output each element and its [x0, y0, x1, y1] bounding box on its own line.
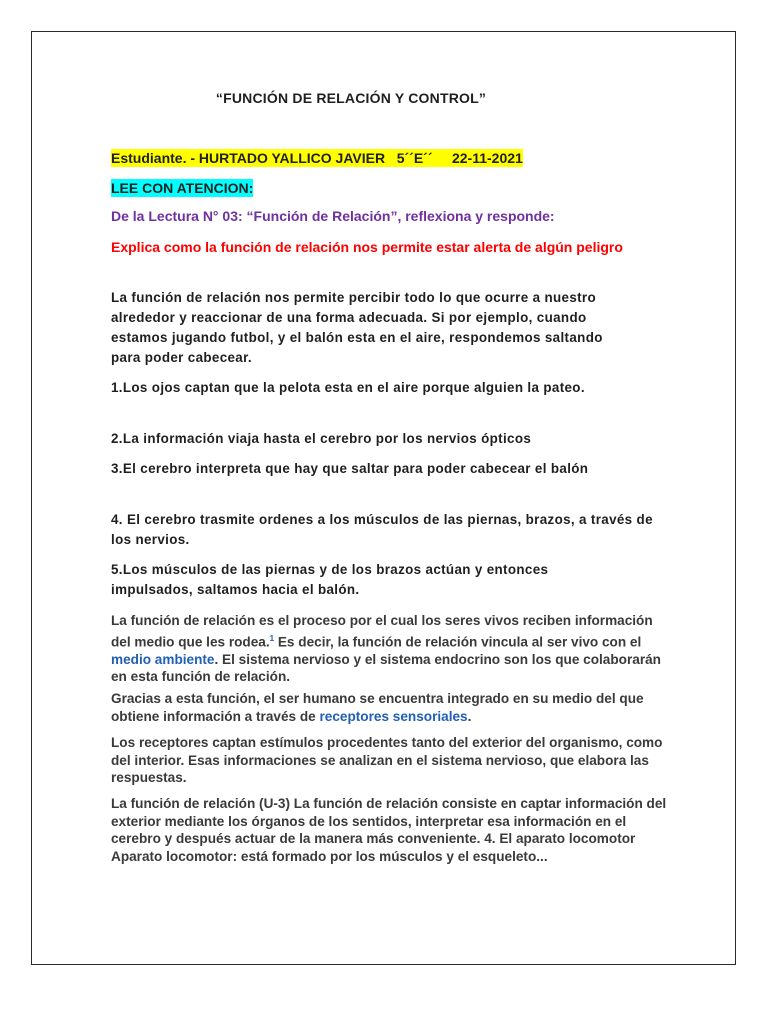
read-carefully-label: LEE CON ATENCION:	[111, 180, 254, 196]
paragraph-receptors: Los receptores captan estímulos procedentes tanto del exterior del organismo, como del interior. Esas informaciones se analizan en el sistema nervioso, que elabora las respuestas.	[111, 735, 663, 785]
paragraph-text: . El sistema nervioso y el sistema endocrino son los que colaborarán en esta función de relación.	[111, 651, 661, 685]
paragraph-relation-process	[111, 612, 671, 686]
footnote-reference[interactable]: 1	[269, 633, 275, 643]
paragraph-text: La función de relación es el proceso por el cual los seres vivos reciben información del medio que les rodea.	[111, 613, 653, 650]
medio-ambiente-link[interactable]: medio ambiente	[111, 651, 215, 667]
student-line: Estudiante. - HURTADO YALLICO JAVIER 5´´E´´ 22-11-2021	[111, 150, 523, 166]
paragraph-text: Gracias a esta función, el ser humano se encuentra integrado en su medio del que obtiene información a través de	[111, 691, 644, 724]
step-3: 3.El cerebro interpreta que hay que saltar para poder cabecear el balón	[111, 461, 589, 476]
paragraph-text: Es decir, la función de relación vincula al ser vivo con el	[274, 634, 642, 650]
step-4: 4. El cerebro trasmite ordenes a los músculos de las piernas, brazos, a través de los nervios.	[111, 512, 653, 547]
step-2: 2.La información viaja hasta el cerebro por los nervios ópticos	[111, 431, 532, 446]
document-page	[31, 31, 736, 965]
paragraph-locomotor: La función de relación (U-3) La función de relación consiste en captar información del exterior mediante los órganos de los sentidos, interpretar esa información en el cerebro y después actuar de la manera más conveniente. 4. El aparato locomotor Aparato locomotor: está formado por los músculos y el esqueleto...	[111, 796, 667, 864]
step-1: 1.Los ojos captan que la pelota esta en el aire porque alguien la pateo.	[111, 380, 585, 395]
receptores-sensoriales-link[interactable]: receptores sensoriales	[319, 708, 468, 724]
paragraph-text: .	[467, 708, 472, 724]
paragraph-integration	[111, 690, 671, 725]
document-title: “FUNCIÓN DE RELACIÓN Y CONTROL”	[215, 90, 487, 106]
question-text: Explica como la función de relación nos permite estar alerta de algún peligro	[111, 239, 623, 255]
answer-intro: La función de relación nos permite percibir todo lo que ocurre a nuestro alrededor y reaccionar de una forma adecuada. Si por ejemplo, cuando estamos jugando futbol, y el balón esta en el aire, respondemos saltando para poder cabecear.	[111, 290, 603, 365]
step-5: 5.Los músculos de las piernas y de los brazos actúan y entonces impulsados, saltamos hacia el balón.	[111, 562, 549, 597]
reading-instruction: De la Lectura N° 03: “Función de Relación”, reflexiona y responde:	[111, 208, 555, 224]
